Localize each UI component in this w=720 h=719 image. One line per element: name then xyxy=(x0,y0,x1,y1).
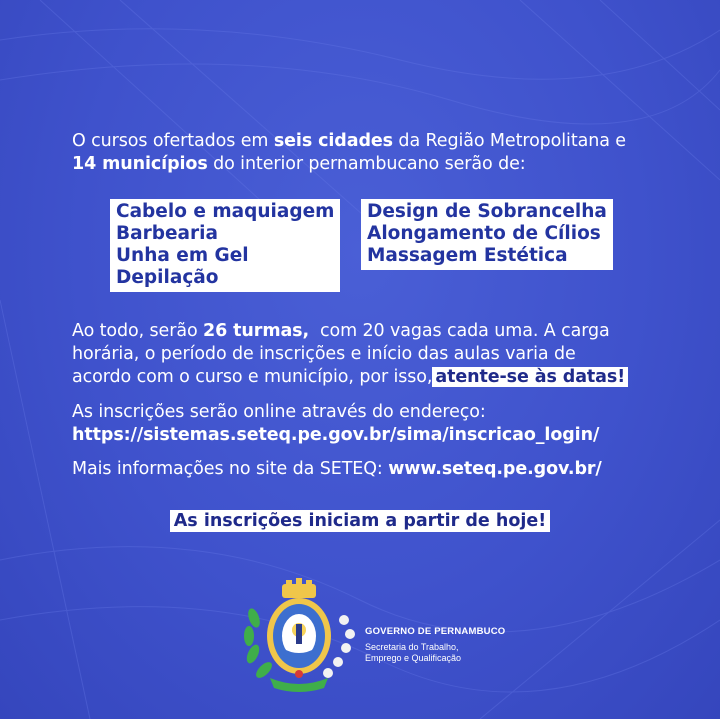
details-line-2: horária, o período de inscrições e início das aulas varia de xyxy=(72,344,576,364)
registration-url-link[interactable]: https://sistemas.seteq.pe.gov.br/sima/inscricao_login/ xyxy=(72,425,600,445)
more-info-line xyxy=(72,458,602,480)
details-text-1: Ao todo, serão xyxy=(72,321,204,341)
intro-text-2: da Região Metropolitana e xyxy=(392,131,626,151)
more-info-label: Mais informações no site da SETEQ: xyxy=(72,459,389,479)
cta-text: As inscrições iniciam a partir de hoje! xyxy=(170,510,550,532)
course-item: Massagem Estética xyxy=(367,245,568,266)
course-item: Design de Sobrancelha xyxy=(367,201,607,222)
details-line-3 xyxy=(72,366,628,388)
cta-banner xyxy=(0,510,720,532)
details-text-3: acordo com o curso e município, por isso, xyxy=(72,367,433,387)
intro-text-1: O cursos ofertados em xyxy=(72,131,274,151)
government-signature xyxy=(365,626,505,664)
pernambuco-coat-of-arms-icon xyxy=(240,578,358,696)
dates-highlight: atente-se às datas! xyxy=(432,367,628,387)
online-line: As inscrições serão online através do endereço: xyxy=(72,402,486,422)
intro-bold-municipalities: 14 municípios xyxy=(72,154,208,174)
secretariat-line-1: Secretaria do Trabalho, xyxy=(365,642,459,652)
course-item: Barbearia xyxy=(116,223,218,244)
details-bold-classes: 26 turmas, xyxy=(203,321,310,341)
intro-bold-cities: seis cidades xyxy=(273,131,393,151)
government-name: GOVERNO DE PERNAMBUCO xyxy=(365,626,506,637)
courses-box-right xyxy=(361,199,613,270)
course-item: Cabelo e maquiagem xyxy=(116,201,335,222)
details-text-2: com 20 vagas cada uma. A carga xyxy=(309,321,610,341)
courses-box-left xyxy=(110,199,340,292)
intro-text-3: do interior pernambucano serão de: xyxy=(207,154,526,174)
intro-line-2 xyxy=(72,153,526,175)
secretariat-line-2: Emprego e Qualificação xyxy=(365,653,462,663)
intro-line-1 xyxy=(72,130,626,152)
course-item: Depilação xyxy=(116,267,219,288)
seteq-site-link[interactable]: www.seteq.pe.gov.br/ xyxy=(388,459,602,479)
details-line-1 xyxy=(72,320,610,342)
course-item: Unha em Gel xyxy=(116,245,249,266)
course-item: Alongamento de Cílios xyxy=(367,223,601,244)
